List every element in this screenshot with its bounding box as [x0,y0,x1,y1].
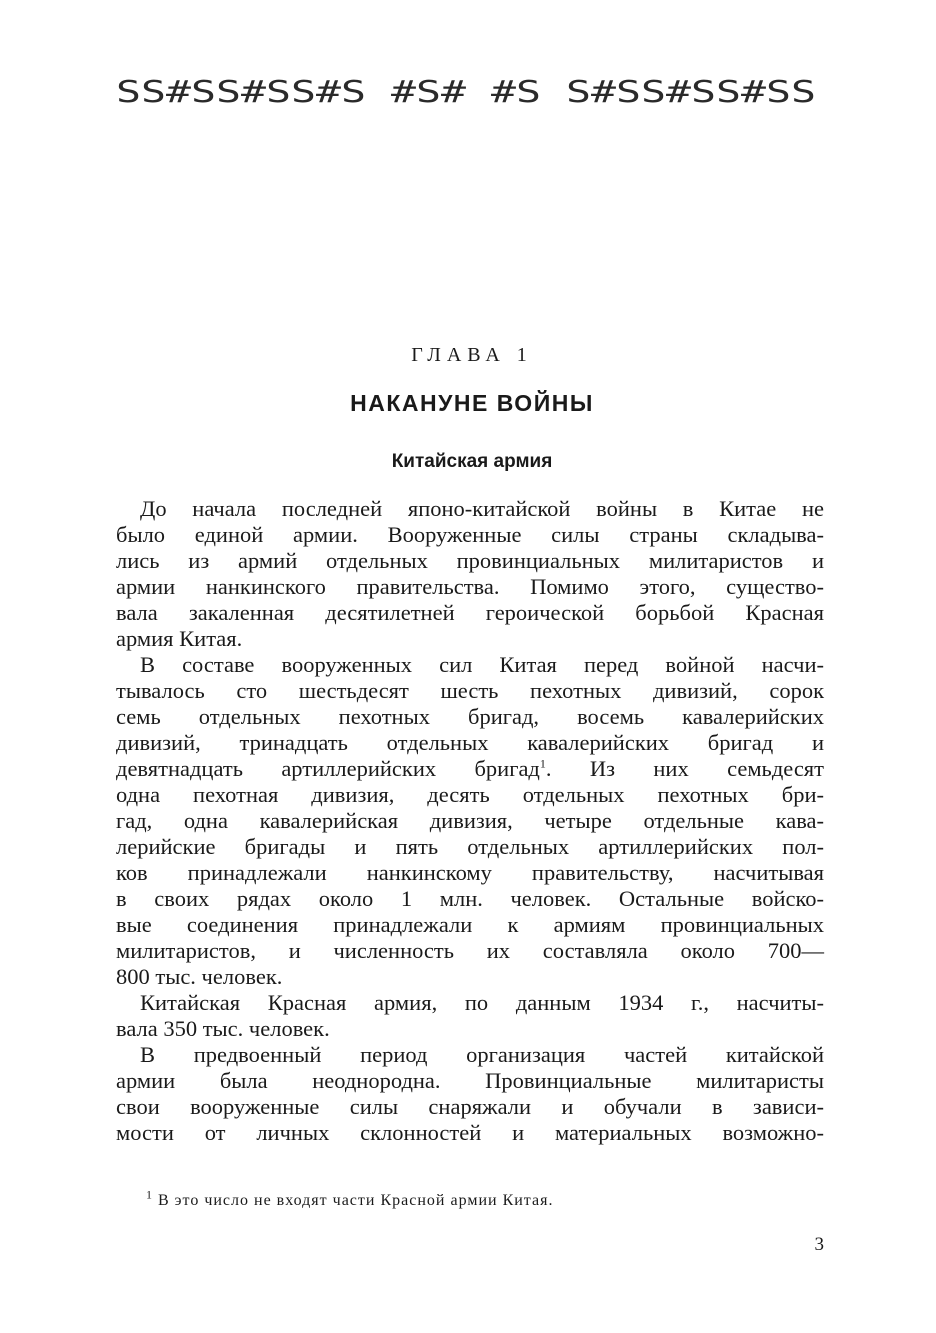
text-line: вые соединения принадлежали к армиям провинциальных [116,912,824,937]
footnote [146,1187,554,1210]
footnote-marker: 1 [146,1187,153,1202]
text-line: В составе вооруженных сил Китая перед войной насчи- [140,652,824,677]
text-line-end: . Из них семьдесят [545,756,824,781]
footnote-text: В это число не входят части Красной армии Китая. [158,1192,554,1209]
page-number: 3 [814,1234,824,1255]
text-line: армии нанкинского правительства. Помимо этого, существо- [116,574,824,599]
text-line: тывалось сто шестьдесят шесть пехотных дивизий, сорок [116,678,824,703]
text-line: гад, одна кавалерийская дивизия, четыре отдельные кава- [116,808,824,833]
chapter-label: ГЛАВА 1 [411,344,533,366]
text-line: вала 350 тыс. человек. [116,1016,330,1041]
text-line: в своих рядах около 1 млн. человек. Остальные войско- [116,886,824,911]
text-line: одна пехотная дивизия, десять отдельных пехотных бри- [116,782,824,807]
text-line: В предвоенный период организация частей китайской [140,1042,824,1067]
text-line: свои вооруженные силы снаряжали и обучали в зависи- [116,1094,824,1119]
section-title: Китайская армия [391,451,553,472]
chapter-title: НАКАНУНЕ ВОЙНЫ [350,390,594,416]
text-line: ков принадлежали нанкинскому правительству, насчитывая [116,860,824,885]
text-line: дивизий, тринадцать отдельных кавалерийских бригад и [116,730,824,755]
text-line-with-footnote [116,756,824,782]
text-line: армии была неоднородна. Провинциальные милитаристы [116,1068,824,1093]
text-line: мости от личных склонностей и материальных возможно- [116,1120,824,1145]
text-line: 800 тыс. человек. [116,964,283,989]
text-line: До начала последней японо-китайской войны в Китае не [140,496,824,521]
text-line: лерийские бригады и пять отдельных артиллерийских пол- [116,834,824,859]
header-ornament-text: SS#SS#SS#S #S# #S S#SS#SS#SS [116,75,816,110]
text-line: было единой армии. Вооруженные силы страны складыва- [116,522,824,547]
text-line: семь отдельных пехотных бригад, восемь кавалерийских [116,704,824,729]
text-line: Китайская Красная армия, по данным 1934 г., насчиты- [140,990,824,1015]
text-line-start: девятнадцать артиллерийских бригад [116,756,540,781]
body-text [116,496,824,1146]
footnote-ref: 1 [539,756,546,771]
text-line: лись из армий отдельных провинциальных милитаристов и [116,548,824,573]
text-line: милитаристов, и численность их составляла около 700— [116,938,824,963]
text-line: армия Китая. [116,626,243,651]
text-line: вала закаленная десятилетней героической борьбой Красная [116,600,824,625]
header-ornament [116,70,816,110]
